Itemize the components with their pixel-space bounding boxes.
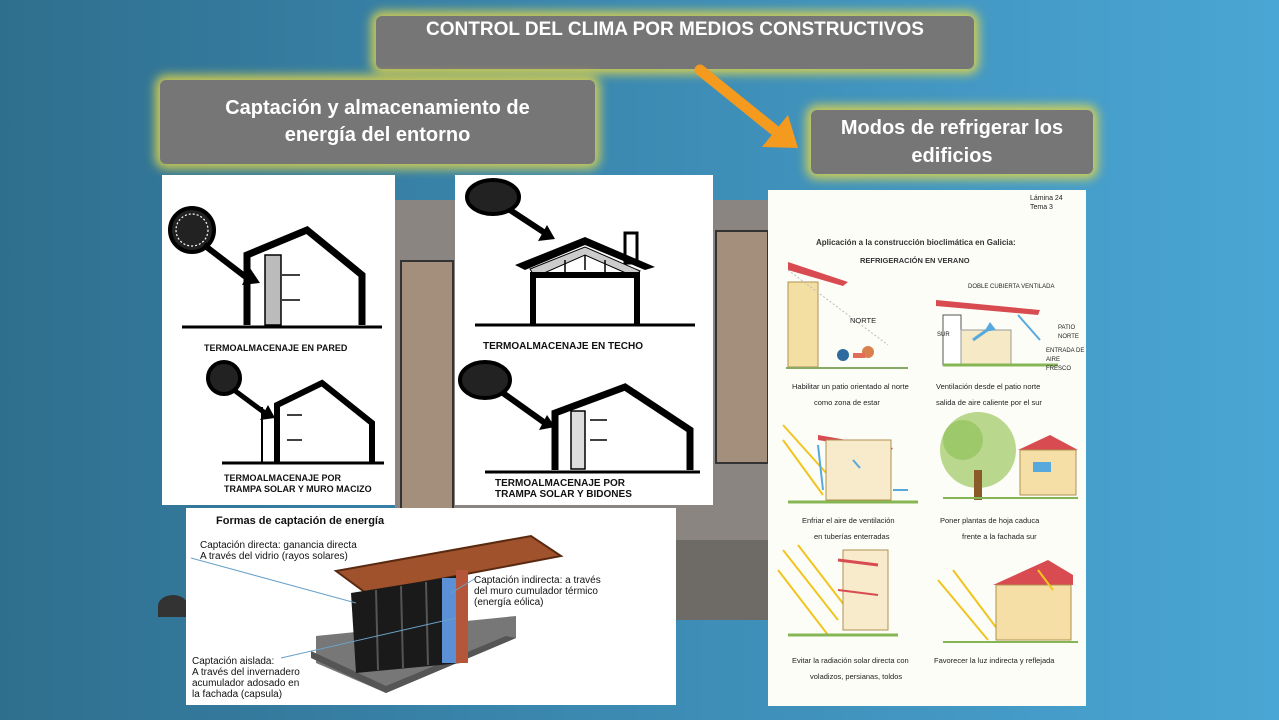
cell-3 [783,425,918,502]
house-wall-diagram [162,175,395,505]
caption-cell-2-line1: Ventilación desde el patio norte [936,382,1041,391]
sheet-number-line2: Tema 3 [1030,204,1053,211]
caption-cell-5 [792,656,942,681]
panel-cooling [768,190,1086,706]
caption-cell-5-line2: voladizos, persianas, toldos [810,672,903,681]
label-fresh-air-line1: ENTRADA DE [1046,348,1085,354]
caption-cell-2 [936,382,1081,407]
caption-cell-6: Favorecer la luz indirecta y reflejada [934,656,1055,665]
cell-2 [936,300,1058,365]
caption-cell-1-line1: Habilitar un patio orientado al norte [792,382,909,391]
house-roof-diagram [455,175,713,505]
capture-isolated-line1: Captación aislada: [192,656,275,667]
label-sur: SUR [937,332,950,338]
capture-direct [200,540,357,562]
left-title-text: Captación y almacenamiento de energía del entorno [225,97,530,146]
panel-thermal-wall [162,175,395,505]
caption-cell-4-line2: frente a la fachada sur [962,532,1037,541]
cooling-illustrations [768,190,1086,706]
arrow-icon [680,50,810,160]
right-title [811,110,1093,174]
caption-wall: TERMOALMACENAJE EN PARED [204,343,348,353]
caption-cell-3-line2: en tuberías enterradas [814,532,890,541]
main-title: CONTROL DEL CLIMA POR MEDIOS CONSTRUCTIVOS [376,16,974,69]
capture-indirect-line2: del muro cumulador térmico [474,586,598,597]
capture-isolated [192,656,300,700]
left-title [160,80,595,164]
capture-indirect-line1: Captación indirecta: a través [474,575,601,586]
label-patio-north [1058,324,1079,342]
caption-cell-3-line1: Enfriar el aire de ventilación [802,516,895,525]
label-north: NORTE [850,316,877,325]
caption-cell-2-line2: salida de aire caliente por el sur [936,398,1042,407]
capture-indirect [474,575,601,608]
capture-direct-line1: Captación directa: ganancia directa [200,540,357,551]
caption-cell-4-line1: Poner plantas de hoja caduca [940,516,1040,525]
caption-trap-drums [495,478,710,500]
capture-direct-line2: A través del vidrio (rayos solares) [200,551,348,562]
caption-roof: TERMOALMACENAJE EN TECHO [483,341,644,352]
caption-trap-wall [224,473,394,495]
caption-cell-4 [940,516,1080,541]
label-fresh-air-line2: AIRE FRESCO [1046,357,1072,372]
cooling-subheading: REFRIGERACIÓN EN VERANO [860,256,970,265]
background-ledge [158,595,188,617]
caption-trap-wall-line1: TERMOALMACENAJE POR [224,473,342,483]
capture-title: Formas de captación de energía [216,515,385,527]
caption-cell-3 [802,516,932,541]
capture-isolated-line2: A través del invernadero [192,667,300,678]
caption-trap-drums-line1: TERMOALMACENAJE POR [495,478,626,489]
panel-thermal-roof [455,175,713,505]
capture-indirect-line3: (energía eólica) [474,597,544,608]
cell-4 [940,412,1078,500]
capture-isolated-line3: acumulador adosado en [192,678,300,689]
cell-1 [786,262,908,368]
cooling-heading: Aplicación a la construcción bioclimática en Galicia: [816,238,1016,247]
sheet-number-line1: Lámina 24 [1030,195,1063,202]
label-patio-north-line2: NORTE [1058,334,1079,340]
panel-energy-capture [186,508,676,705]
caption-cell-1-line2: como zona de estar [814,398,880,407]
caption-cell-5-line1: Evitar la radiación solar directa con [792,656,909,665]
caption-trap-wall-line2: TRAMPA SOLAR Y MURO MACIZO [224,484,372,494]
label-double-roof: DOBLE CUBIERTA VENTILADA [968,284,1055,290]
label-patio-north-line1: PATIO [1058,325,1076,331]
capture-isolated-line4: la fachada (capsula) [192,689,283,700]
cell-5 [778,545,898,635]
background-window [400,260,454,524]
caption-cell-1 [792,382,932,407]
caption-trap-drums-line2: TRAMPA SOLAR Y BIDONES [495,489,632,500]
background-window [715,230,769,464]
cell-6 [938,560,1078,642]
label-fresh-air [1046,347,1086,374]
right-title-text: Modos de refrigerar los edificios [840,117,1064,167]
